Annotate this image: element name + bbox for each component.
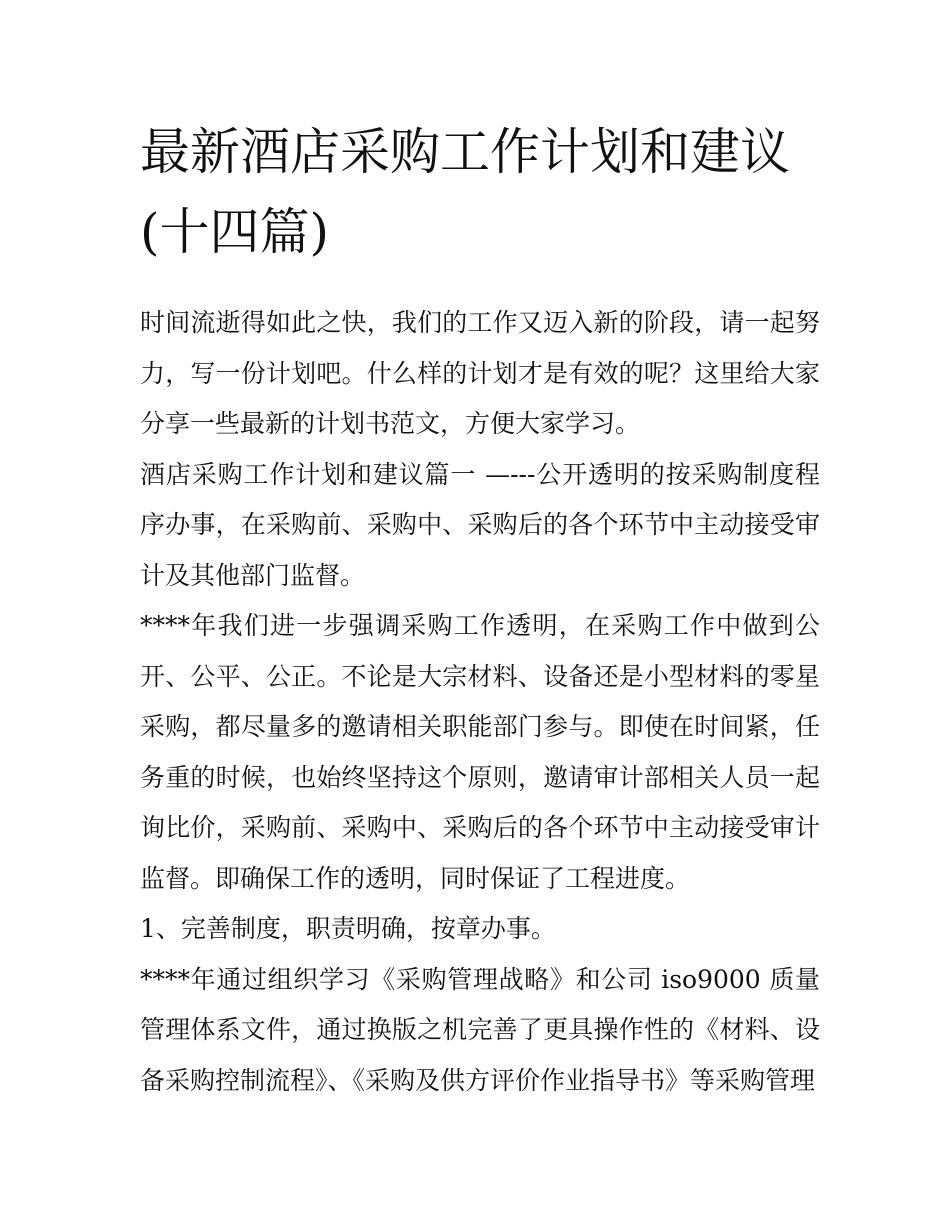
- paragraph-item-one: 1、完善制度，职责明确，按章办事。: [140, 914, 556, 943]
- document-page: [140, 112, 820, 1106]
- paragraph-section-one-heading: 酒店采购工作计划和建议篇一 —---公开透明的按采购制度程序办事，在采购前、采购中、采购后的各个环节中主动接受审计及其他部门监督。: [140, 459, 820, 590]
- title-spacer: [140, 272, 820, 298]
- document-title: 最新酒店采购工作计划和建议(十四篇): [140, 123, 790, 261]
- paragraph-intro: 时间流逝得如此之快，我们的工作又迈入新的阶段，请一起努力，写一份计划吧。什么样的计划才是有效的呢？这里给大家分享一些最新的计划书范文，方便大家学习。: [140, 308, 820, 438]
- paragraph-transparency: ****年我们进一步强调采购工作透明，在采购工作中做到公开、公平、公正。不论是大宗材料、设备还是小型材料的零星采购，都尽量多的邀请相关职能部门参与。即使在时间紧，任务重的时候，也始终坚持这个原则，邀请审计部相关人员一起询比价，采购前、采购中、采购后的各个环节中主动接受审计监督。即确保工作的透明，同时保证了工程进度。: [140, 611, 820, 893]
- paragraph-management-system: ****年通过组织学习《采购管理战略》和公司 iso9000 质量管理体系文件，通过换版之机完善了更具操作性的《材料、设备采购控制流程》、《采购及供方评价作业指导书》等采购管理: [140, 964, 820, 1095]
